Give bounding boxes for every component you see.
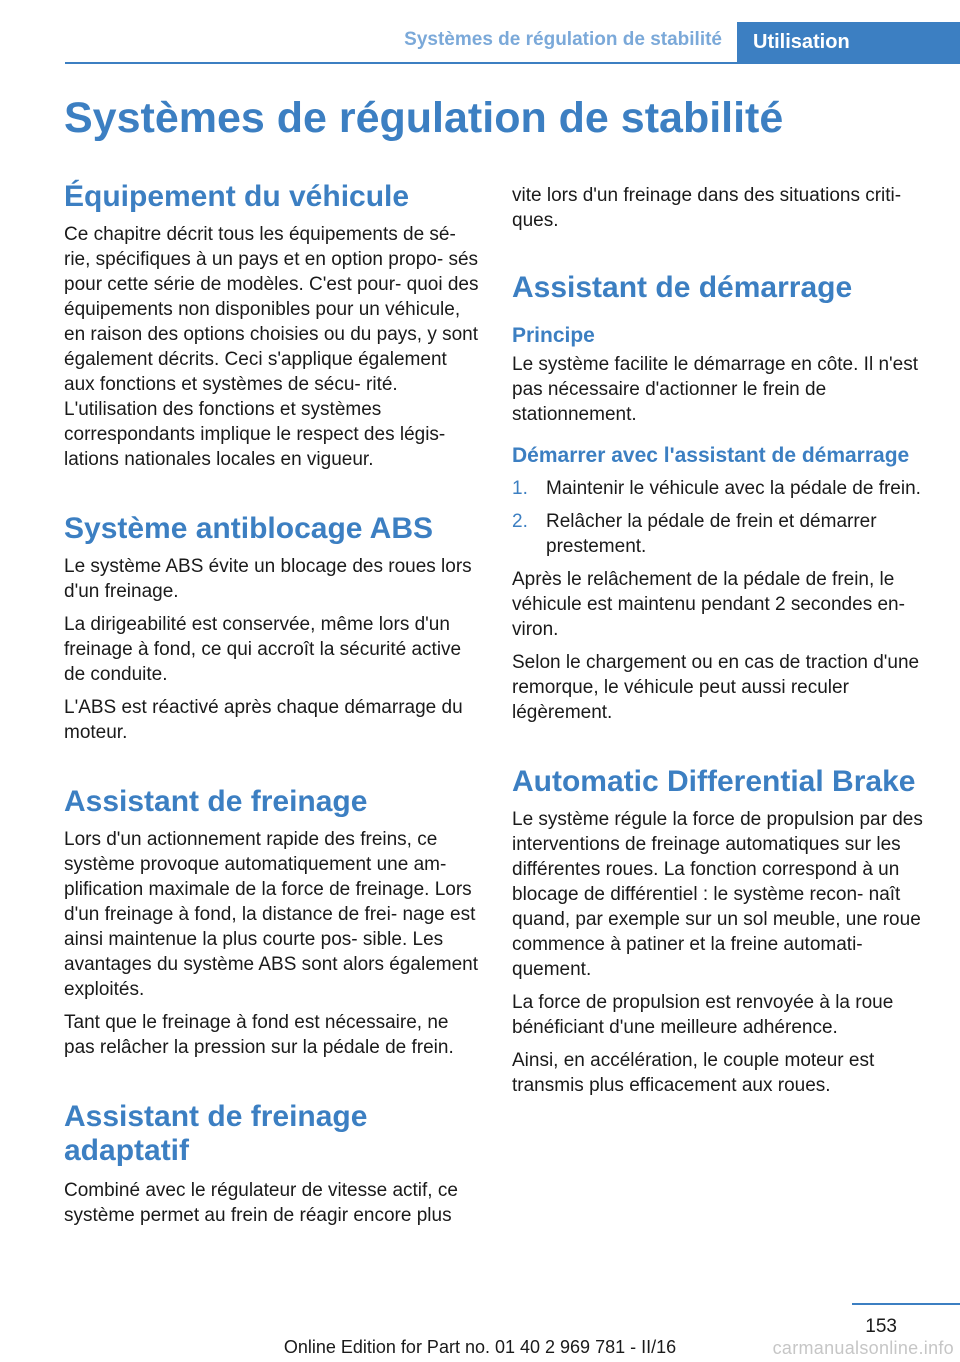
paragraph: Le système ABS évite un blocage des roues lors d'un freinage. bbox=[64, 556, 472, 602]
right-column bbox=[512, 183, 932, 1098]
paragraph: Ce chapitre décrit tous les équipements de sé‐ rie, spécifiques à un pays et en option propo‐ sés pour cette série de modèles. C'est pour‐ quoi des équipements non disponibles pour un véhicule, en raison des options choisies ou du pays, y sont également décrits. Ceci s'applique également aux fonctions et systèmes de sécu‐ rité. L'utilisation des fonctions et systèmes correspondants implique le respect des légis‐ lations nationales locales en vigueur. bbox=[64, 224, 479, 470]
header-rule bbox=[65, 62, 960, 64]
section-adaptive-brake-assist bbox=[64, 1100, 482, 1228]
step-text: Maintenir le véhicule avec la pédale de frein. bbox=[546, 478, 921, 499]
paragraph: Le système facilite le démarrage en côte. Il n'est pas nécessaire d'actionner le frein de stationnement. bbox=[512, 354, 918, 425]
paragraph: L'ABS est réactivé après chaque démarrage du moteur. bbox=[64, 697, 463, 743]
steps-list bbox=[512, 476, 932, 559]
section-brake-assist bbox=[64, 785, 482, 1060]
subheading-principle: Principe bbox=[512, 324, 595, 347]
section-heading: Assistant de démarrage bbox=[512, 271, 853, 304]
paragraph: Lors d'un actionnement rapide des freins, ce système provoque automatiquement une am‐ plification maximale de la force de freinage. Lors d'un freinage à fond, la distance de frei‐ nage est ainsi maintenue la plus courte pos‐ sible. Les avantages du système ABS sont alors également exploités. bbox=[64, 829, 479, 1000]
step-number: 1. bbox=[512, 478, 528, 499]
list-item bbox=[512, 509, 932, 559]
header-chapter-tab: Utilisation bbox=[737, 22, 960, 63]
section-heading: Automatic Differential Brake bbox=[512, 765, 916, 798]
list-item bbox=[512, 476, 932, 501]
paragraph: Combiné avec le régulateur de vitesse actif, ce système permet au frein de réagir encore plus bbox=[64, 1180, 458, 1226]
paragraph: Selon le chargement ou en cas de traction d'une remorque, le véhicule peut aussi reculer légèrement. bbox=[512, 652, 920, 723]
paragraph: Après le relâchement de la pédale de frein, le véhicule est maintenu pendant 2 secondes en‐ viron. bbox=[512, 569, 905, 640]
left-column bbox=[64, 180, 482, 1228]
paragraph-continuation: vite lors d'un freinage dans des situations criti‐ ques. bbox=[512, 185, 902, 231]
page-title: Systèmes de régulation de stabilité bbox=[64, 94, 784, 142]
section-heading: Assistant de freinage adaptatif bbox=[64, 1100, 368, 1167]
section-abs bbox=[64, 512, 482, 745]
paragraph: Le système régule la force de propulsion par des interventions de freinage automatiques sur les différentes roues. La fonction correspond à un blocage de différentiel : le système recon‐ naît quand, par exemple sur un sol meuble, une roue commence à patiner et la freine automati‐ quement. bbox=[512, 809, 923, 980]
watermark: carmanualsonline.info bbox=[772, 1338, 954, 1358]
section-heading: Système antiblocage ABS bbox=[64, 512, 434, 545]
edition-note: Online Edition for Part no. 01 40 2 969 781 - II/16 bbox=[283, 1337, 677, 1357]
paragraph: Ainsi, en accélération, le couple moteur est transmis plus efficacement aux roues. bbox=[512, 1050, 875, 1096]
subheading-start: Démarrer avec l'assistant de démarrage bbox=[512, 444, 910, 467]
header-section-title: Systèmes de régulation de stabilité bbox=[404, 29, 722, 50]
page-number: 153 bbox=[865, 1316, 897, 1337]
step-number: 2. bbox=[512, 511, 528, 532]
section-start-assist bbox=[512, 271, 932, 725]
footer-rule bbox=[852, 1303, 960, 1305]
paragraph: Tant que le freinage à fond est nécessaire, ne pas relâcher la pression sur la pédale de frein. bbox=[64, 1012, 454, 1058]
section-heading: Assistant de freinage bbox=[64, 785, 368, 818]
section-heading: Équipement du véhicule bbox=[64, 180, 410, 213]
section-automatic-differential-brake bbox=[512, 765, 932, 1098]
paragraph: La force de propulsion est renvoyée à la roue bénéficiant d'une meilleure adhérence. bbox=[512, 992, 894, 1038]
step-text: Relâcher la pédale de frein et démarrer prestement. bbox=[546, 511, 877, 557]
section-vehicle-equipment bbox=[64, 180, 482, 472]
paragraph: La dirigeabilité est conservée, même lors d'un freinage à fond, ce qui accroît la sécurité active de conduite. bbox=[64, 614, 462, 685]
